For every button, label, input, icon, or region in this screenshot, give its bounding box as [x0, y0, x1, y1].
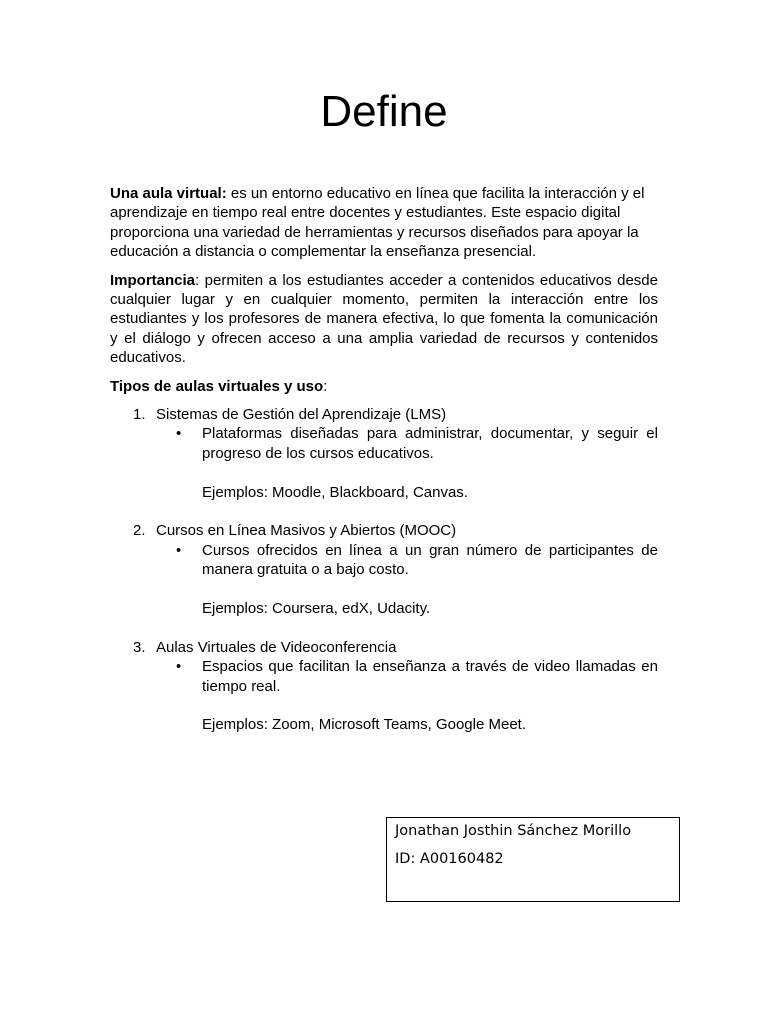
sub-list: [156, 424, 658, 502]
type-name: Aulas Virtuales de Videoconferencia: [156, 638, 397, 656]
sub-list-item: [156, 541, 658, 619]
page-title: Define: [320, 87, 448, 136]
author-id: ID: A00160482: [395, 851, 504, 867]
list-item: [110, 521, 658, 618]
sub-list: [156, 657, 658, 735]
signature-box: [386, 817, 680, 902]
type-description: Plataformas diseñadas para administrar, documentar, y seguir el progreso de los cursos educativos.: [202, 425, 658, 462]
list-number: 3.: [133, 638, 146, 656]
document-body: [110, 184, 658, 754]
sub-list: [156, 541, 658, 619]
sub-list-item: [156, 657, 658, 735]
definition-paragraph: [110, 184, 658, 262]
importance-term: Importancia: [110, 271, 196, 289]
author-name: Jonathan Josthin Sánchez Morillo: [395, 823, 632, 839]
type-name: Cursos en Línea Masivos y Abiertos (MOOC): [156, 522, 457, 540]
types-list: [110, 405, 658, 735]
bullet-icon: •: [176, 658, 182, 676]
type-examples: Ejemplos: Moodle, Blackboard, Canvas.: [202, 483, 468, 501]
list-item: [110, 405, 658, 502]
list-number: 2.: [133, 522, 146, 540]
types-heading-suffix: :: [323, 377, 328, 395]
types-heading: [110, 377, 658, 396]
type-name: Sistemas de Gestión del Aprendizaje (LMS): [156, 406, 447, 424]
type-examples: Ejemplos: Zoom, Microsoft Teams, Google Meet.: [202, 716, 527, 734]
type-description: Cursos ofrecidos en línea a un gran número de participantes de manera gratuita o a bajo costo.: [202, 541, 658, 579]
bullet-icon: •: [176, 425, 182, 443]
type-examples: Ejemplos: Coursera, edX, Udacity.: [202, 600, 431, 618]
type-description: Espacios que facilitan la enseñanza a través de video llamadas en tiempo real.: [202, 658, 658, 695]
list-item: [110, 638, 658, 735]
definition-text: es un entorno educativo en línea que facilita la interacción y el aprendizaje en tiempo real entre docentes y estudiantes. Este espacio digital proporciona una variedad de herramientas y recursos diseñados para apoyar la educación a distancia o complementar la enseñanza presencial.: [110, 185, 645, 261]
bullet-icon: •: [176, 541, 182, 559]
importance-paragraph: [110, 271, 658, 368]
sub-list-item: [156, 424, 658, 502]
importance-text: : permiten a los estudiantes acceder a contenidos educativos desde cualquier lugar y en cualquier momento, permiten la interacción entre los estudiantes y los profesores de manera efectiva, lo que fomenta la comunicación y el diálogo y ofrecen acceso a una amplia variedad de recursos y contenidos educativos.: [110, 271, 658, 367]
types-heading-term: Tipos de aulas virtuales y uso: [110, 377, 324, 395]
list-number: 1.: [133, 406, 146, 424]
definition-term: Una aula virtual:: [110, 185, 227, 202]
